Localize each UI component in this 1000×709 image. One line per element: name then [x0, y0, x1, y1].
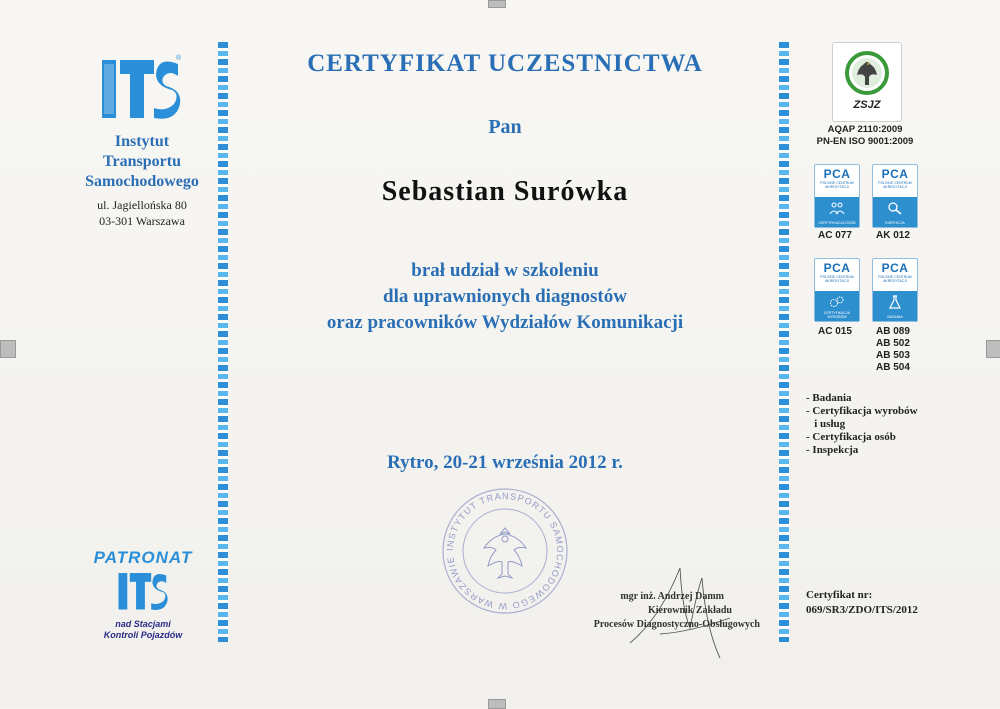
certificate-number-label: Certyfikat nr: — [806, 589, 873, 601]
scope-item: i usług — [806, 418, 846, 430]
description-line: brał udział w szkoleniu — [411, 260, 599, 281]
patronat-title: PATRONAT — [93, 548, 193, 567]
right-decorative-stripe — [779, 42, 789, 642]
scope-item: - Inspekcja — [806, 444, 859, 456]
pca-badge-sub: POLSKIE CENTRUM AKREDYTACJI — [820, 181, 854, 189]
eagle-emblem-icon — [484, 528, 526, 578]
patronat-subtitle-line: Kontroli Pojazdów — [103, 630, 183, 640]
institute-address — [72, 197, 212, 229]
pca-badge-caption: CERTYFIKACJA OSÓB — [818, 221, 856, 225]
institute-name-line: Samochodowego — [85, 173, 199, 190]
pca-badge-sub: POLSKIE CENTRUM AKREDYTACJI — [878, 275, 912, 283]
participant-name: Sebastian Surówka — [381, 176, 629, 207]
pca-code: AB 089 — [876, 326, 910, 337]
pca-code: AC 077 — [818, 230, 852, 241]
patronat-its-icon — [117, 568, 169, 612]
zsjz-logo — [832, 42, 902, 122]
pca-badge — [814, 164, 860, 228]
magnifier-icon — [887, 201, 903, 215]
left-decorative-stripe — [218, 42, 228, 642]
zsjz-label: ZSJZ — [853, 99, 881, 111]
standard-line: PN-EN ISO 9001:2009 — [816, 136, 914, 147]
pca-badge-caption: INSPEKCJA — [885, 221, 905, 225]
certificate-number-value: 069/SR3/ZDO/ITS/2012 — [806, 604, 918, 616]
certificate-number-block — [806, 588, 956, 618]
pca-badge-header: PCA — [823, 167, 851, 181]
patronat-subtitle-line: nad Stacjami — [115, 619, 171, 629]
description-line: oraz pracowników Wydziałów Komunikacji — [326, 312, 684, 333]
pca-badge-sub: POLSKIE CENTRUM AKREDYTACJI — [878, 181, 912, 189]
frame-clip-right — [986, 340, 1000, 358]
institute-name — [72, 132, 212, 192]
pca-badge-header: PCA — [881, 167, 909, 181]
address-line: ul. Jagiellońska 80 — [97, 198, 187, 212]
frame-clip-top — [488, 0, 506, 8]
pca-badge — [872, 164, 918, 228]
signatory-line: Kierownik Zakładu — [647, 605, 732, 616]
pca-badge-header: PCA — [823, 261, 851, 275]
pca-code: AB 502 — [876, 338, 910, 349]
certificate-title: CERTYFIKAT UCZESTNICTWA — [307, 50, 703, 77]
signatory-line: mgr inż. Andrzej Damm — [620, 591, 724, 602]
pca-badge-caption: BADANIA — [887, 315, 903, 319]
svg-text:®: ® — [176, 55, 182, 62]
institute-name-line: Instytut — [114, 133, 170, 150]
scope-item: - Badania — [806, 392, 852, 404]
accreditation-scope-list — [806, 392, 956, 457]
pca-code-list — [876, 326, 910, 374]
certificate-description — [250, 258, 760, 336]
pca-badge — [814, 258, 860, 322]
pca-code: AK 012 — [876, 230, 910, 241]
frame-clip-bottom — [488, 699, 506, 709]
salutation: Pan — [488, 116, 522, 138]
flask-icon — [887, 295, 903, 309]
people-icon — [829, 201, 845, 215]
patronat-logo — [82, 548, 204, 641]
scope-item: - Certyfikacja osób — [806, 431, 896, 443]
description-line: dla uprawnionych diagnostów — [383, 286, 627, 307]
address-line: 03-301 Warszawa — [99, 214, 185, 228]
pca-badge-sub: POLSKIE CENTRUM AKREDYTACJI — [820, 275, 854, 283]
pca-badge — [872, 258, 918, 322]
signatory-block — [550, 590, 760, 632]
seal-text: INSTYTUT TRANSPORTU SAMOCHODOWEGO W WARSZAWIE — [444, 490, 566, 612]
pca-code: AC 015 — [818, 326, 852, 337]
eagle-crest-icon — [833, 43, 901, 99]
standard-line: AQAP 2110:2009 — [827, 124, 903, 135]
signatory-line: Procesów Diagnostyczno-Obsługowych — [593, 619, 760, 630]
pca-code: AB 503 — [876, 350, 910, 361]
place-and-date: Rytro, 20-21 września 2012 r. — [387, 452, 623, 473]
scope-item: - Certyfikacja wyrobów — [806, 405, 918, 417]
pca-badge-header: PCA — [881, 261, 909, 275]
patronat-subtitle — [82, 619, 204, 641]
institute-name-line: Transportu — [103, 153, 181, 170]
pca-badge-caption: CERTYFIKACJA WYROBÓW — [823, 311, 851, 319]
frame-clip-left — [0, 340, 16, 358]
gears-icon — [829, 295, 845, 309]
its-logo — [100, 52, 182, 122]
pca-code: AB 504 — [876, 362, 910, 373]
quality-standards — [800, 124, 930, 148]
